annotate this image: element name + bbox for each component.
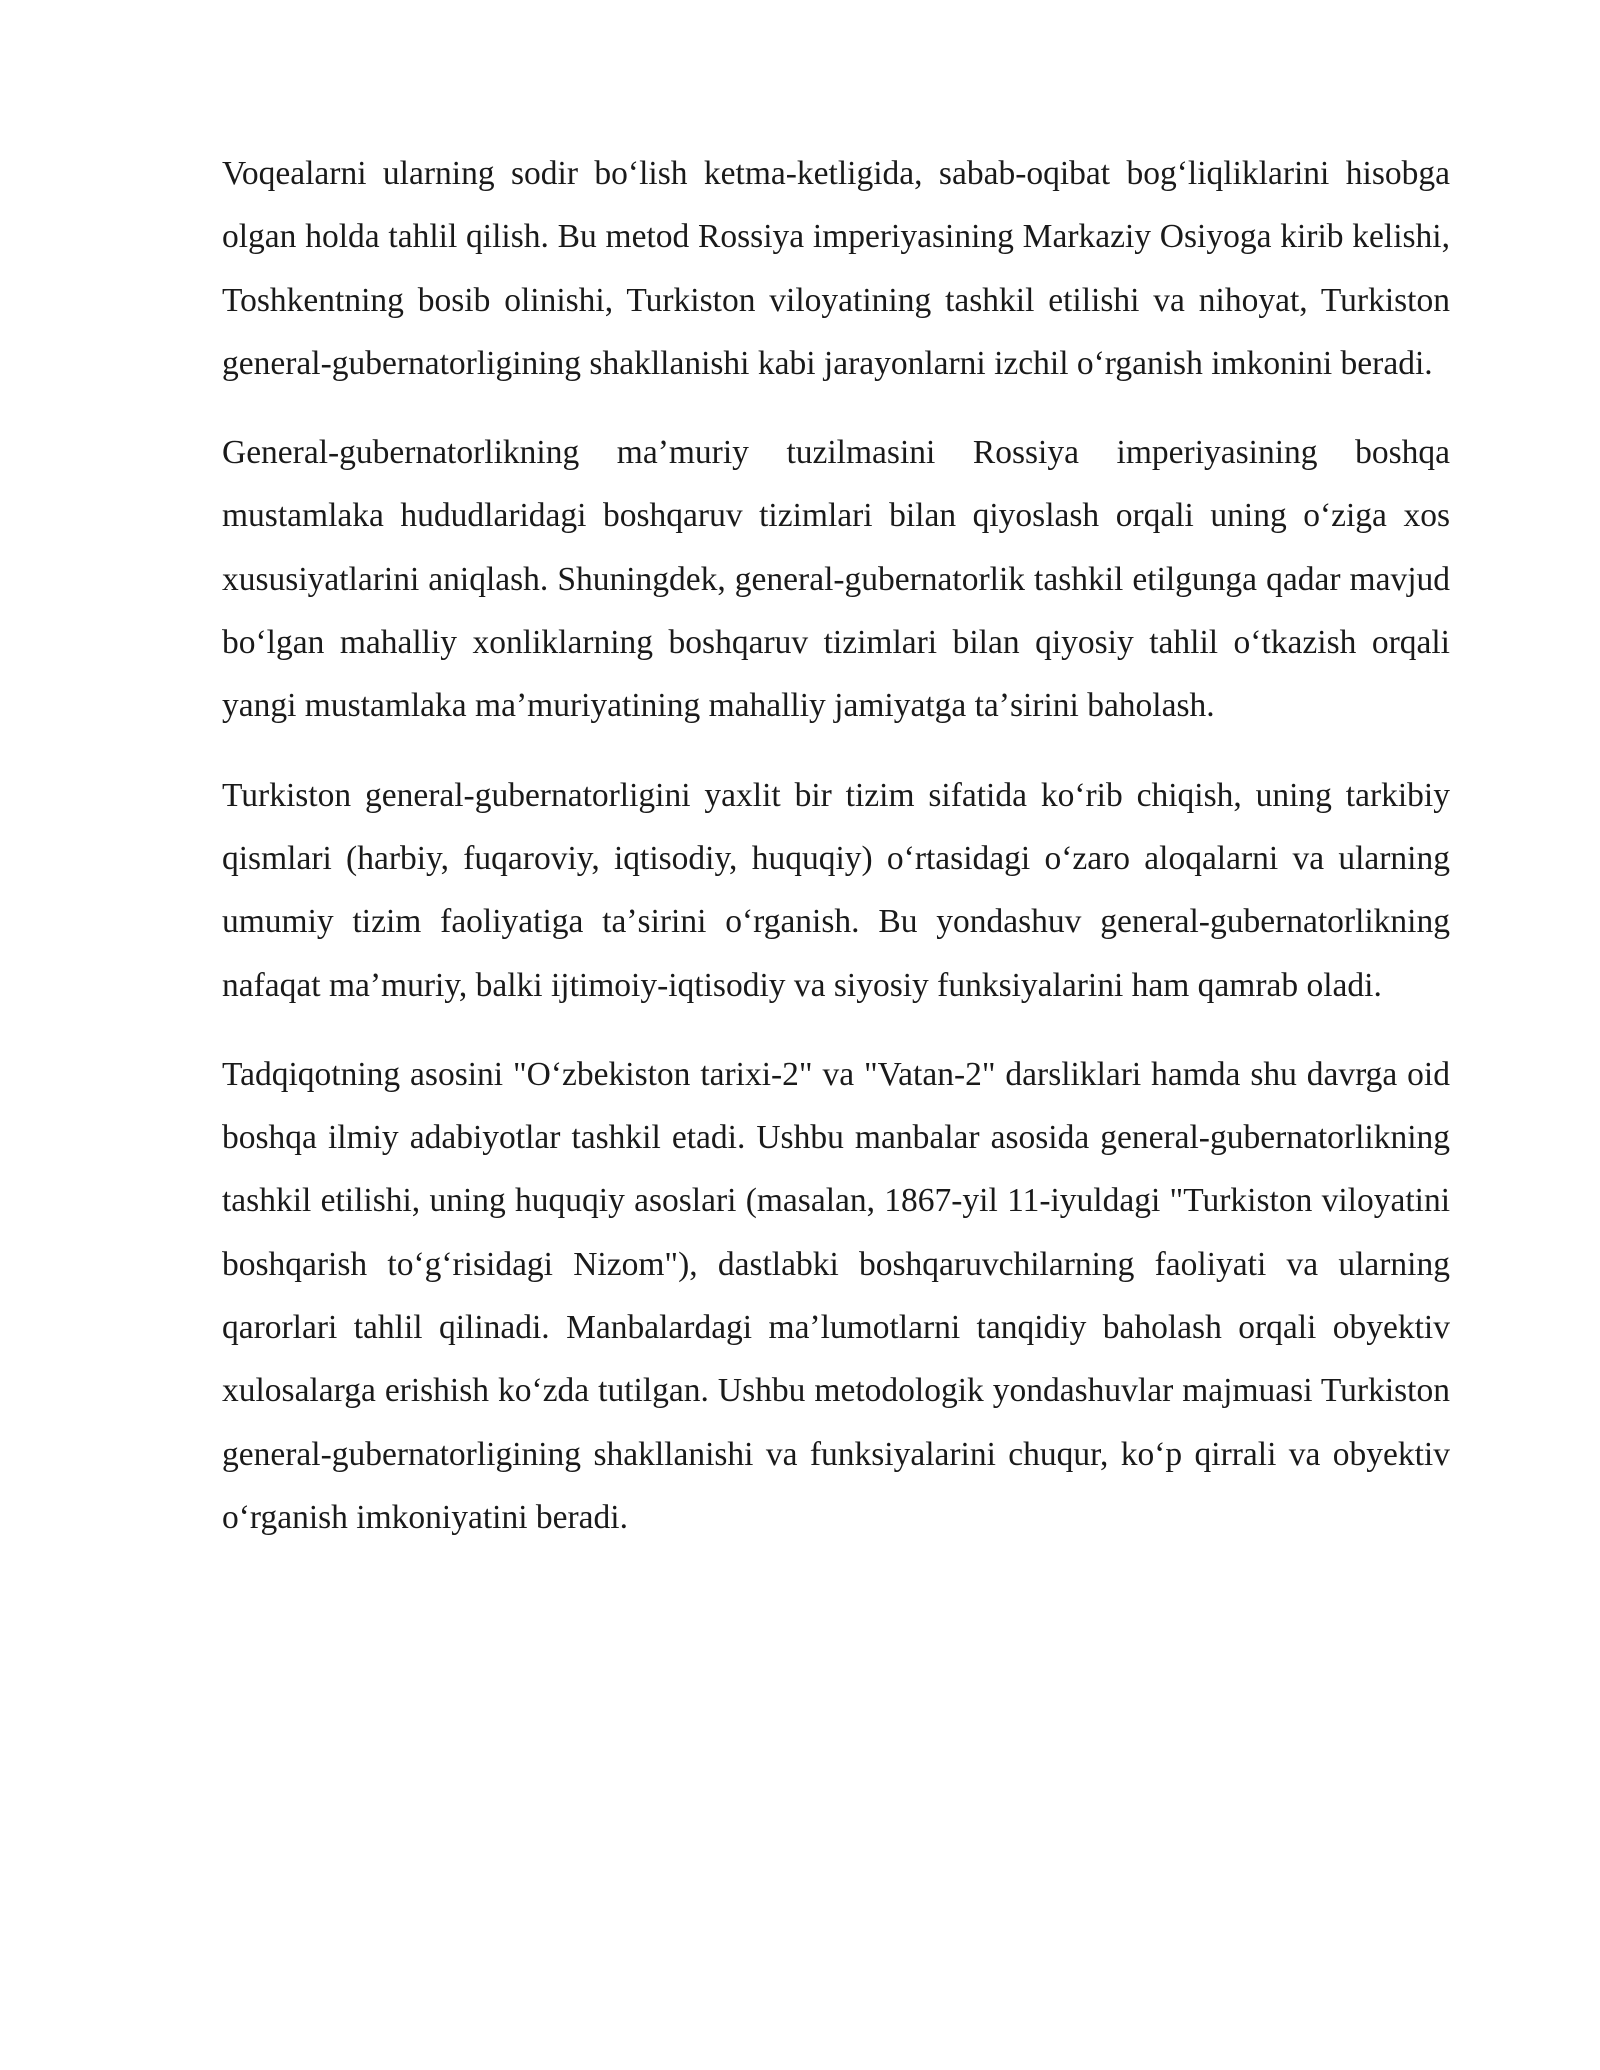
paragraph-chronological-method: Voqealarni ularning sodir boʻlish ketma-ketligida, sabab-oqibat bogʻliqliklarini hisobga olgan holda tahlil qilish. Bu metod Rossiya imperiyasining Markaziy Osiyoga kirib kelishi, Toshkentning bosib olinishi, Turkiston viloyatining tashkil etilishi va nihoyat, Turkiston general-gubernatorligining shakllanishi kabi jarayonlarni izchil oʻrganish imkonini beradi. (222, 155, 1450, 382)
paragraph-comparative-method: General-gubernatorlikning maʼmuriy tuzilmasini Rossiya imperiyasining boshqa mustamlaka hududlaridagi boshqaruv tizimlari bilan qiyoslash orqali uning oʻziga xos xususiyatlarini aniqlash. Shuningdek, general-gubernatorlik tashkil etilgunga qadar mavjud boʻlgan mahalliy xonliklarning boshqaruv tizimlari bilan qiyosiy tahlil oʻtkazish orqali yangi mustamlaka maʼmuriyatining mahalliy jamiyatga taʼsirini baholash. (222, 434, 1450, 725)
paragraph-sources: Tadqiqotning asosini "Oʻzbekiston tarixi-2" va "Vatan-2" darsliklari hamda shu davrga oid boshqa ilmiy adabiyotlar tashkil etadi. Ushbu manbalar asosida general-gubernatorlikning tashkil etilishi, uning huquqiy asoslari (masalan, 1867-yil 11-iyuldagi "Turkiston viloyatini boshqarish toʻgʻrisidagi Nizom"), dastlabki boshqaruvchilarning faoliyati va ularning qarorlari tahlil qilinadi. Manbalardagi maʼlumotlarni tanqidiy baholash orqali obyektiv xulosalarga erishish koʻzda tutilgan. Ushbu metodologik yondashuvlar majmuasi Turkiston general-gubernatorligining shakllanishi va funksiyalarini chuqur, koʻp qirrali va obyektiv oʻrganish imkoniyatini beradi. (222, 1055, 1450, 1536)
paragraph-systemic-method: Turkiston general-gubernatorligini yaxlit bir tizim sifatida koʻrib chiqish, uning tarkibiy qismlari (harbiy, fuqaroviy, iqtisodiy, huquqiy) oʻrtasidagi oʻzaro aloqalarni va ularning umumiy tizim faoliyatiga taʼsirini oʻrganish. Bu yondashuv general-gubernatorlikning nafaqat maʼmuriy, balki ijtimoiy-iqtisodiy va siyosiy funksiyalarini ham qamrab oladi. (222, 776, 1450, 1004)
